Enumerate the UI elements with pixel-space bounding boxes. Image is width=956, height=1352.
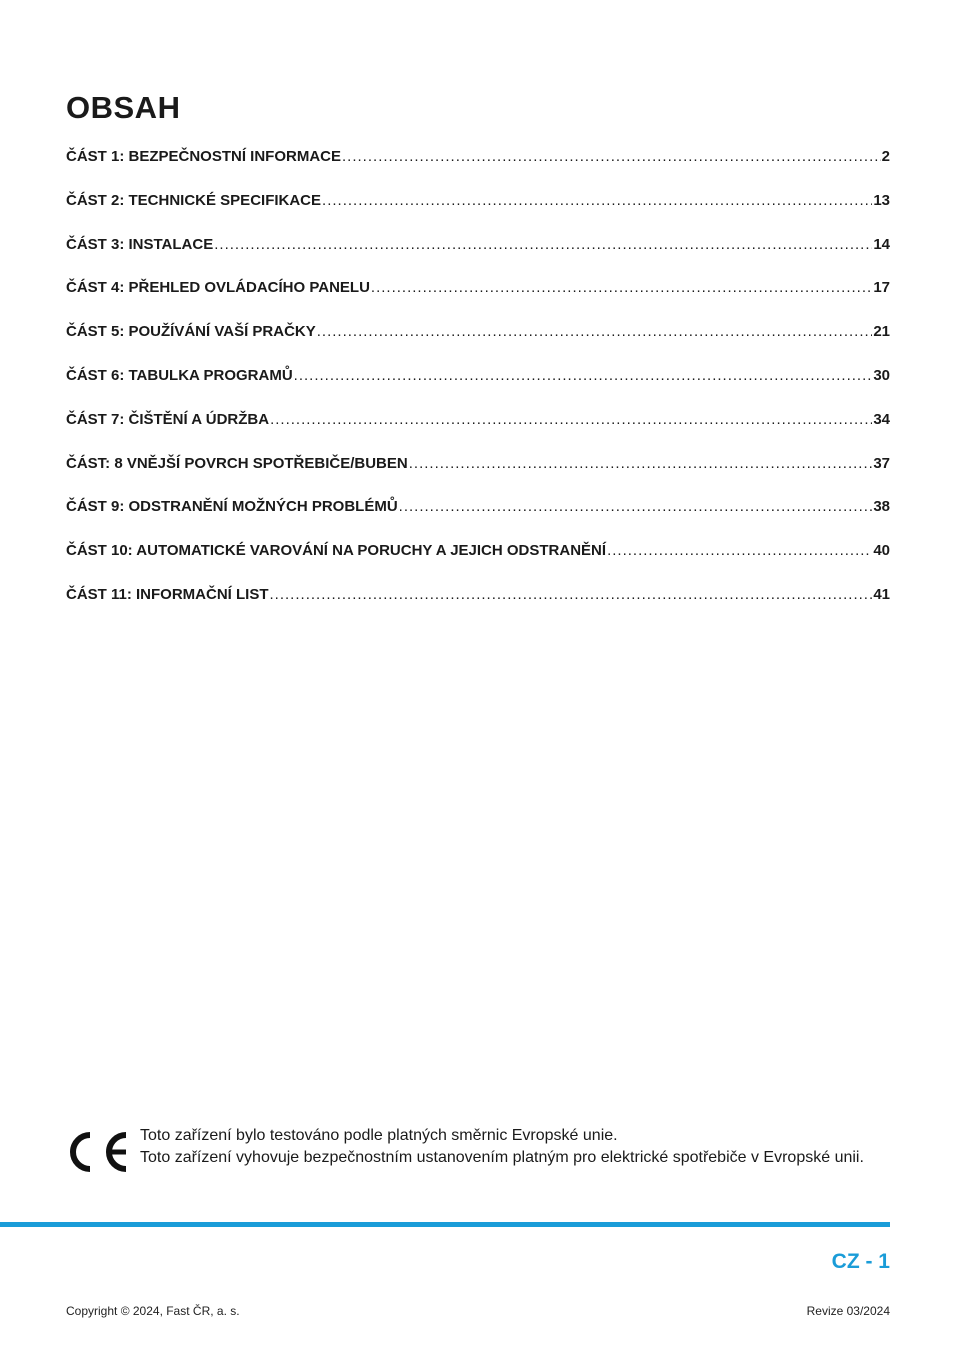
- toc-leader-dots: [270, 411, 872, 428]
- toc-entry-page: 40: [873, 542, 890, 560]
- toc-leader-dots: [607, 542, 872, 559]
- toc-entry[interactable]: [66, 542, 890, 586]
- toc-entry-page: 41: [873, 585, 890, 603]
- toc-entry[interactable]: [66, 192, 890, 236]
- toc-entry-page: 13: [873, 191, 890, 209]
- toc-entry[interactable]: [66, 323, 890, 367]
- toc-leader-dots: [371, 279, 872, 296]
- toc-entry-page: 34: [873, 410, 890, 428]
- toc-entry-label: ČÁST 1: BEZPEČNOSTNÍ INFORMACE: [66, 148, 342, 165]
- toc-entry-label: ČÁST 4: PŘEHLED OVLÁDACÍHO PANELU: [66, 279, 370, 297]
- toc-entry[interactable]: [66, 586, 890, 630]
- toc-entry-page: 37: [873, 454, 890, 472]
- toc-entry-label: ČÁST 11: INFORMAČNÍ LIST: [66, 585, 269, 603]
- toc-entry-label: ČÁST 3: INSTALACE: [66, 235, 214, 253]
- toc-entry[interactable]: [66, 455, 890, 499]
- toc-entry[interactable]: [66, 236, 890, 280]
- toc-entry-page: 38: [873, 498, 890, 516]
- toc-entry[interactable]: [66, 411, 890, 455]
- toc-entry-label: ČÁST 5: POUŽÍVÁNÍ VAŠÍ PRAČKY: [66, 323, 316, 341]
- toc-entry-label: ČÁST 2: TECHNICKÉ SPECIFIKACE: [66, 191, 322, 209]
- toc-entry-label: ČÁST 9: ODSTRANĚNÍ MOŽNÝCH PROBLÉMŮ: [66, 498, 398, 516]
- toc-entry[interactable]: [66, 367, 890, 411]
- toc-entry-label: ČÁST: 8 VNĚJŠÍ POVRCH SPOTŘEBIČE/BUBEN: [66, 454, 408, 472]
- copyright-notice: Copyright © 2024, Fast ČR, a. s.: [66, 1304, 240, 1318]
- revision-label: Revize 03/2024: [806, 1304, 890, 1318]
- toc-entry-label: ČÁST 7: ČIŠTĚNÍ A ÚDRŽBA: [66, 410, 270, 428]
- toc-leader-dots: [214, 236, 872, 253]
- toc-leader-dots: [294, 367, 873, 384]
- toc-leader-dots: [399, 498, 873, 515]
- toc-leader-dots: [409, 455, 873, 472]
- toc-entry-label: ČÁST 10: AUTOMATICKÉ VAROVÁNÍ NA PORUCHY A JEJICH ODSTRANĚNÍ: [66, 542, 607, 560]
- toc-entry[interactable]: [66, 148, 890, 192]
- toc-entry-page: 14: [873, 235, 890, 253]
- ce-mark-icon: [66, 1129, 130, 1175]
- toc-leader-dots: [270, 586, 873, 603]
- footer-divider: [0, 1222, 890, 1227]
- toc-entry[interactable]: [66, 279, 890, 323]
- page-number: CZ - 1: [831, 1250, 890, 1273]
- ce-statement-tested: Toto zařízení bylo testováno podle platných směrnic Evropské unie.: [140, 1127, 618, 1144]
- page-title: OBSAH: [66, 90, 181, 125]
- toc-entry-page: 2: [881, 148, 890, 165]
- toc-leader-dots: [317, 323, 873, 340]
- toc-entry-page: 17: [873, 279, 890, 297]
- toc-leader-dots: [322, 192, 872, 209]
- ce-statement-compliance: Toto zařízení vyhovuje bezpečnostním ustanovením platným pro elektrické spotřebiče v Evropské unii.: [140, 1149, 864, 1166]
- toc-leader-dots: [342, 148, 881, 165]
- toc-entry-label: ČÁST 6: TABULKA PROGRAMŮ: [66, 366, 293, 384]
- toc-entry-page: 21: [873, 323, 890, 341]
- table-of-contents: [66, 148, 890, 630]
- toc-entry[interactable]: [66, 498, 890, 542]
- toc-entry-page: 30: [873, 366, 890, 384]
